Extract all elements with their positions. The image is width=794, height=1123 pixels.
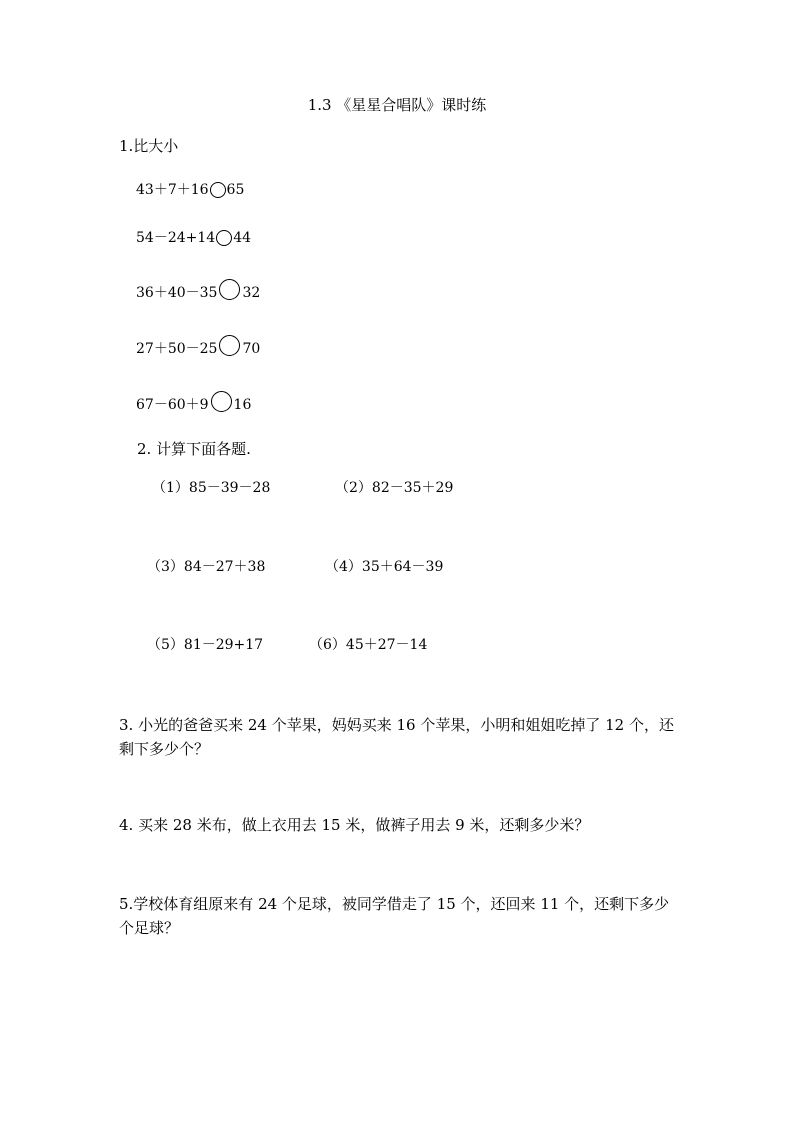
compare-left-expression: 27＋50－25 (136, 340, 218, 357)
compare-right-value: 16 (233, 396, 252, 413)
compare-right-value: 65 (226, 182, 245, 198)
compare-row-1 (136, 182, 244, 198)
question-1-heading: 1.比大小 (119, 137, 179, 155)
compare-row-2 (136, 230, 251, 246)
blank-circle-icon[interactable] (216, 230, 232, 246)
calc-problem-3: （3）84－27＋38 (147, 559, 266, 575)
compare-left-expression: 67－60＋9 (136, 396, 209, 413)
compare-row-3 (136, 282, 260, 303)
compare-left-expression: 36＋40－35 (136, 284, 218, 301)
blank-circle-icon[interactable] (211, 391, 232, 412)
calc-problem-2: （2）82－35＋29 (335, 480, 454, 496)
compare-left-expression: 43＋7＋16 (136, 182, 209, 198)
calc-problem-5: （5）81－29+17 (147, 637, 264, 653)
compare-row-4 (136, 338, 260, 359)
blank-circle-icon[interactable] (219, 279, 240, 300)
page-title: 1.3 《星星合唱队》课时练 (307, 96, 487, 114)
question-2-heading: 2. 计算下面各题. (137, 440, 251, 458)
blank-circle-icon[interactable] (219, 335, 240, 356)
word-problem-4: 4. 买来 28 米布，做上衣用去 15 米，做裤子用去 9 米，还剩多少米？ (119, 816, 590, 834)
compare-right-value: 32 (242, 284, 261, 301)
compare-right-value: 70 (242, 340, 261, 357)
calc-problem-6: （6）45＋27－14 (309, 637, 428, 653)
calc-problem-4: （4）35＋64－39 (325, 559, 444, 575)
compare-right-value: 44 (233, 230, 252, 246)
word-problem-3: 3. 小光的爸爸买来 24 个苹果，妈妈买来 16 个苹果，小明和姐姐吃掉了 12 个，还剩下多少个？ (119, 716, 674, 758)
compare-left-expression: 54－24+14 (136, 230, 216, 246)
blank-circle-icon[interactable] (210, 182, 226, 198)
word-problem-5: 5.学校体育组原来有 24 个足球，被同学借走了 15 个，还回来 11 个，还剩下多少个足球？ (119, 895, 670, 937)
compare-row-5 (136, 394, 251, 415)
calc-problem-1: （1）85－39－28 (152, 480, 271, 496)
